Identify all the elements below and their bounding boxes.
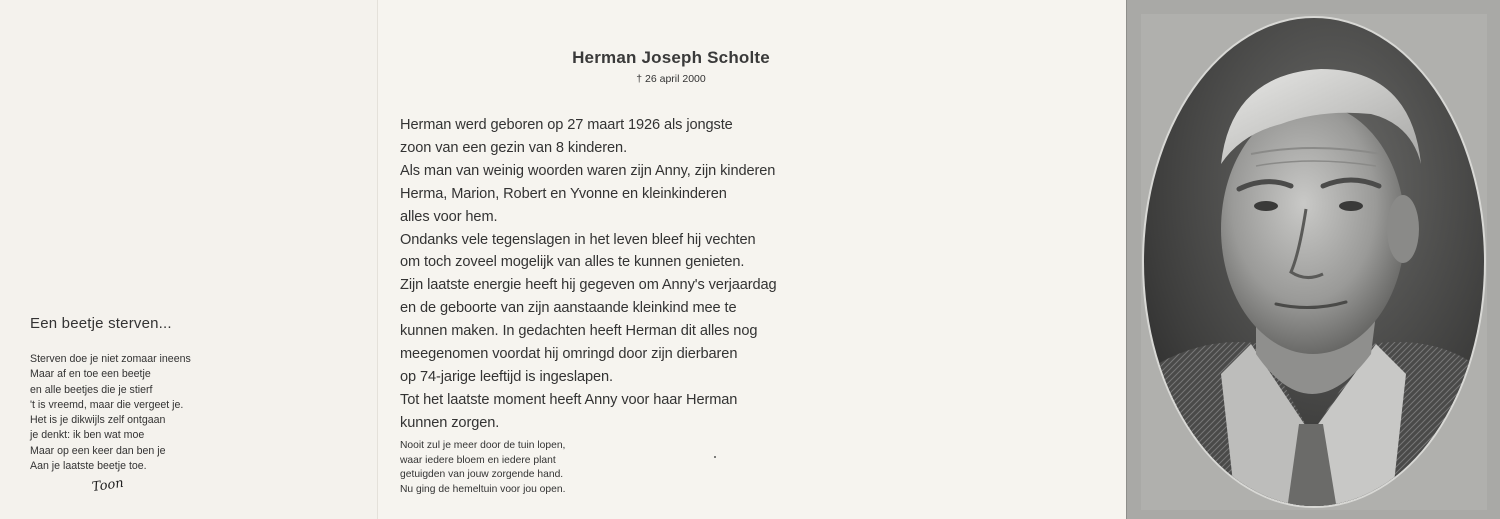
poem-line: Aan je laatste beetje toe. [30,460,147,473]
card-right-panel [1126,0,1500,519]
card-middle-panel [378,0,1126,519]
biography-line: zoon van een gezin van 8 kinderen. [400,139,628,156]
poem-line: Maar af en toe een beetje [30,368,151,381]
biography-line: Zijn laatste energie heeft hij gegeven om Anny's verjaardag [400,277,777,294]
card-left-panel [0,0,378,519]
poem-line: Sterven doe je niet zomaar ineens [30,353,191,365]
portrait-photo [1141,14,1487,510]
poem-line: Maar op een keer dan ben je [30,444,166,457]
photo-frame [1141,14,1487,510]
biography-line: meegenomen voordat hij omringd door zijn dierbaren [400,346,738,363]
biography-text [400,114,777,435]
biography-line: op 74-jarige leeftijd is ingeslapen. [400,368,614,385]
biography-line: Tot het laatste moment heeft Anny voor haar Herman [400,391,738,408]
biography-line: kunnen maken. In gedachten heeft Herman dit alles nog [400,323,758,340]
verse-line: Nu ging de hemeltuin voor jou open. [400,483,566,495]
biography-line: Herma, Marion, Robert en Yvonne en kleinkinderen [400,185,727,202]
death-date: † 26 april 2000 [636,73,706,85]
biography-line: Ondanks vele tegenslagen in het leven bleef hij vechten [400,231,756,248]
poem-lines [30,352,191,474]
poem-line: en alle beetjes die je stierf [30,383,153,396]
paper-speck [714,456,716,458]
verse-line: waar iedere bloem en iedere plant [400,454,556,466]
poem-line: Het is je dikwijls zelf ontgaan [30,414,166,427]
biography-line: en de geboorte van zijn aanstaande kleinkind mee te [400,300,737,317]
biography-line: alles voor hem. [400,208,498,225]
poem-title: Een beetje sterven... [30,315,172,332]
closing-verse [400,439,565,497]
verse-line: getuigden van jouw zorgende hand. [400,469,564,481]
poem-line: 't is vreemd, maar die vergeet je. [30,398,184,411]
deceased-name: Herman Joseph Scholte [572,48,770,67]
poem-line: je denkt: ik ben wat moe [30,429,145,442]
poem-signature: Toon [91,475,125,496]
biography-line: kunnen zorgen. [400,414,500,431]
biography-line: Als man van weinig woorden waren zijn Anny, zijn kinderen [400,162,776,179]
verse-line: Nooit zul je meer door de tuin lopen, [400,440,566,451]
biography-line: Herman werd geboren op 27 maart 1926 als jongste [400,117,733,133]
biography-line: om toch zoveel mogelijk van alles te kunnen genieten. [400,254,745,271]
